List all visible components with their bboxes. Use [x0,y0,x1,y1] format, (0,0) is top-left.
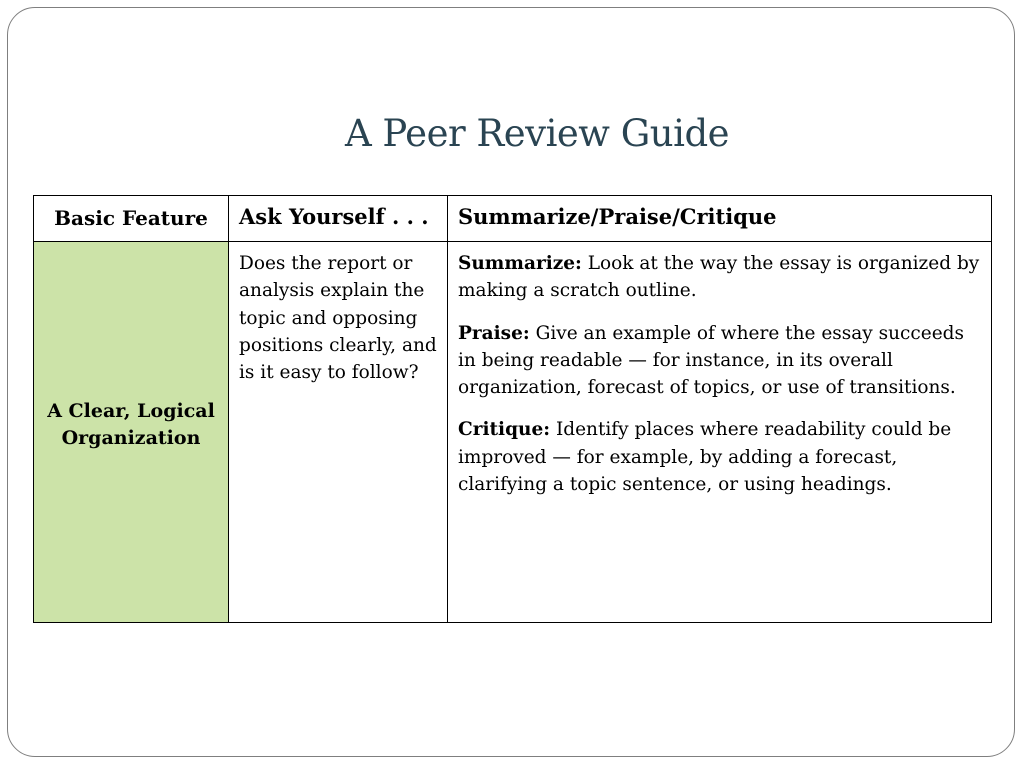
peer-review-table [33,195,992,623]
critique-text: Identify places where readability could be improved — for example, by adding a forecast, clarifying a topic sentence, or using headings. [458,419,952,496]
summarize-label: Summarize: [458,253,582,274]
summarize-praise-critique-cell [448,242,992,623]
critique-paragraph [458,416,981,498]
summarize-paragraph [458,250,981,305]
critique-label: Critique: [458,419,551,441]
praise-text: Give an example of where the essay succeeds in being readable — for instance, in its overall organization, forecast of topics, or use of transitions. [458,322,964,399]
slide-title: A Peer Review Guide [344,112,730,155]
header-summarize-praise-critique: Summarize/Praise/Critique [448,196,992,242]
table-header-row [34,196,992,242]
header-basic-feature: Basic Feature [34,196,229,242]
table-row [34,242,992,623]
feature-cell: A Clear, Logical Organization [34,242,229,623]
praise-label: Praise: [458,322,530,344]
question-cell: Does the report or analysis explain the topic and opposing positions clearly, and is it easy to follow? [229,242,448,623]
header-ask-yourself: Ask Yourself . . . [229,196,448,242]
summarize-text: Look at the way the essay is organized by making a scratch outline. [458,253,980,302]
praise-paragraph [458,320,981,402]
